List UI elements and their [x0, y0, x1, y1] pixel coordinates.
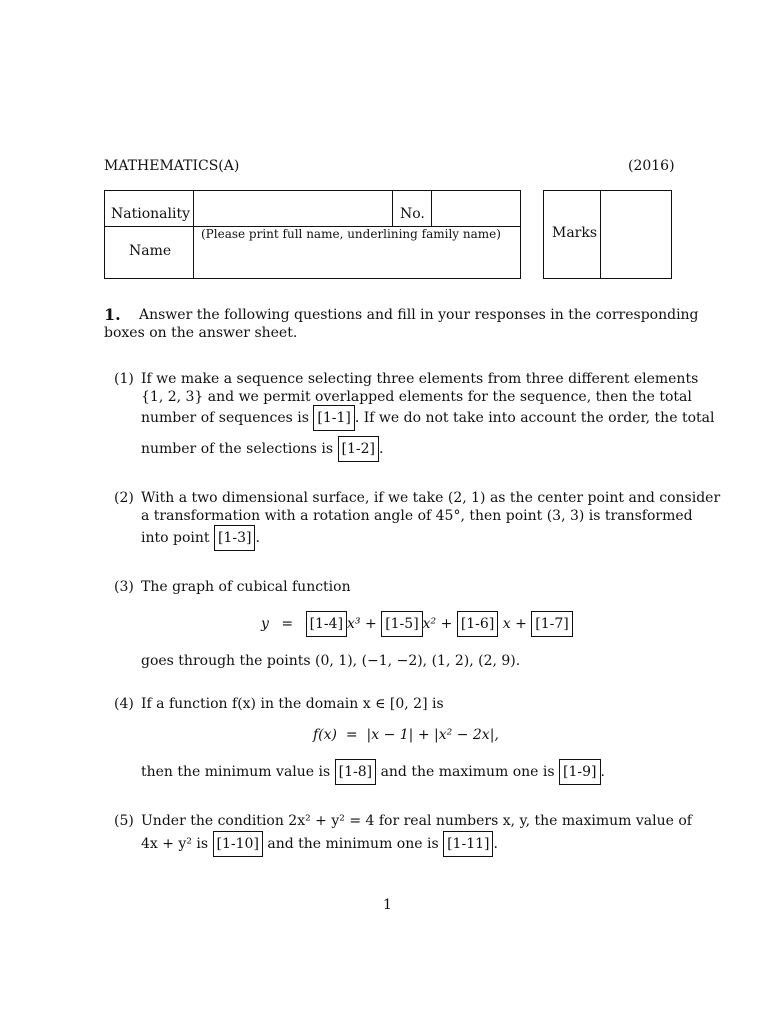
no-label: No.	[400, 206, 425, 222]
equation-lhs: y	[261, 616, 269, 632]
problem-intro-line1: Answer the following questions and fill in your responses in the corresponding	[139, 307, 699, 323]
equation-term: x³ +	[347, 616, 377, 632]
marks-label: Marks	[552, 225, 598, 241]
question-text-line: a transformation with a rotation angle of 45°, then point (3, 3) is transformed	[141, 508, 693, 524]
question-text-line: The graph of cubical function	[141, 579, 351, 595]
question-text: .	[255, 530, 260, 546]
answer-box-1-1[interactable]: [1-1]	[313, 405, 354, 431]
equation-equals: =	[281, 616, 294, 632]
question-text: then the minimum value is	[141, 764, 331, 780]
question-text-line	[141, 759, 605, 785]
question-text: number of the selections is	[141, 441, 334, 457]
nationality-label: Nationality	[111, 206, 190, 222]
answer-box-1-9[interactable]: [1-9]	[559, 759, 600, 785]
answer-box-1-2[interactable]: [1-2]	[338, 436, 379, 462]
marks-table-divider	[600, 190, 601, 278]
answer-box-1-5[interactable]: [1-5]	[381, 611, 422, 637]
question-text-line	[141, 831, 498, 857]
cubic-equation	[261, 611, 573, 637]
name-field[interactable]	[195, 244, 517, 275]
name-label: Name	[129, 243, 172, 259]
name-note: (Please print full name, underlining family name)	[201, 227, 501, 241]
question-text: .	[493, 836, 498, 852]
question-text: 4x + y² is	[141, 836, 209, 852]
answer-box-1-4[interactable]: [1-4]	[306, 611, 347, 637]
equation-term: x² +	[422, 616, 453, 632]
question-number: (5)	[114, 813, 134, 829]
info-table-col-divider-2	[392, 190, 393, 226]
question-text-line	[141, 436, 383, 462]
equation-term: x +	[502, 616, 527, 632]
question-text: and the maximum one is	[380, 764, 555, 780]
number-field[interactable]	[433, 192, 517, 224]
question-number: (2)	[114, 490, 134, 506]
question-text-line: If a function f(x) in the domain x ∈ [0, 2] is	[141, 696, 444, 712]
info-table-col-divider-3	[431, 190, 432, 226]
question-text: and the minimum one is	[267, 836, 439, 852]
problem-intro-line2: boxes on the answer sheet.	[104, 325, 298, 341]
nationality-field[interactable]	[195, 192, 390, 224]
answer-box-1-8[interactable]: [1-8]	[335, 759, 376, 785]
question-text-line: {1, 2, 3} and we permit overlapped elements for the sequence, then the total	[141, 389, 692, 405]
page-number: 1	[383, 897, 392, 913]
exam-subject: MATHEMATICS(A)	[104, 158, 240, 174]
answer-box-1-7[interactable]: [1-7]	[531, 611, 572, 637]
question-text: into point	[141, 530, 210, 546]
answer-box-1-3[interactable]: [1-3]	[214, 525, 255, 551]
info-table-col-divider-1	[193, 190, 194, 278]
question-text-line: With a two dimensional surface, if we take (2, 1) as the center point and consider	[141, 490, 721, 506]
question-number: (1)	[114, 371, 134, 387]
answer-box-1-11[interactable]: [1-11]	[443, 831, 493, 857]
question-text-line	[141, 525, 260, 551]
marks-field[interactable]	[602, 192, 669, 276]
question-text: .	[600, 764, 605, 780]
answer-box-1-10[interactable]: [1-10]	[213, 831, 263, 857]
question-text-line: If we make a sequence selecting three elements from three different elements	[141, 371, 699, 387]
question-text-line	[141, 405, 714, 431]
exam-year: (2016)	[628, 158, 675, 174]
question-number: (4)	[114, 696, 134, 712]
function-equation: f(x) = |x − 1| + |x² − 2x|,	[313, 727, 499, 743]
answer-box-1-6[interactable]: [1-6]	[457, 611, 498, 637]
question-text-line: goes through the points (0, 1), (−1, −2), (1, 2), (2, 9).	[141, 653, 521, 669]
question-number: (3)	[114, 579, 134, 595]
question-text-line: Under the condition 2x² + y² = 4 for real numbers x, y, the maximum value of	[141, 813, 692, 829]
question-text: .	[378, 441, 384, 457]
problem-number: 1.	[104, 305, 121, 324]
question-text: number of sequences is	[141, 410, 309, 426]
question-text: . If we do not take into account the order, the total	[354, 410, 715, 426]
